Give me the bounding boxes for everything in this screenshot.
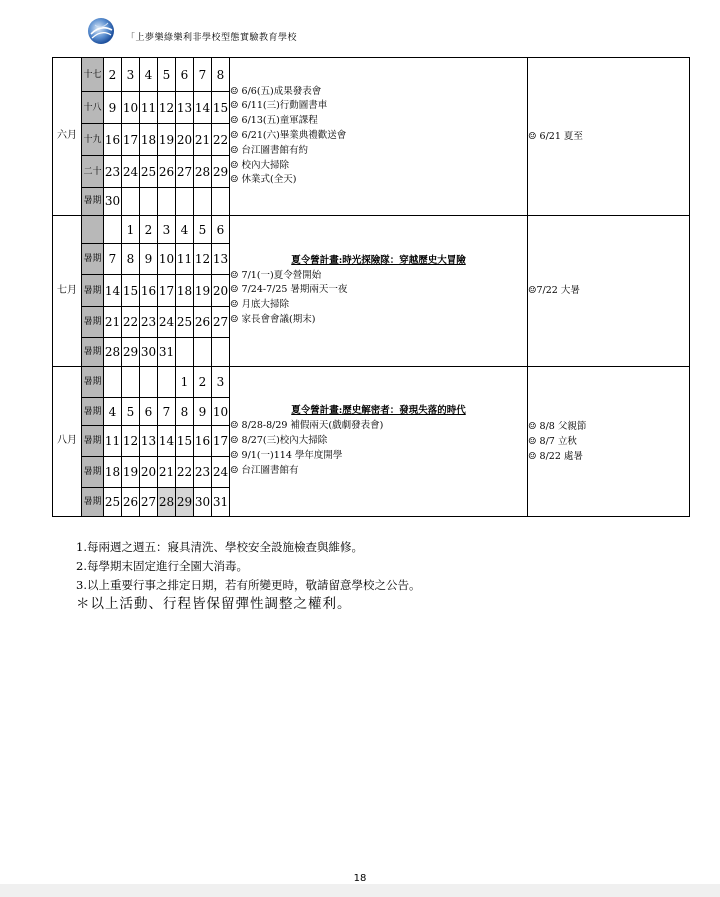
event-item: ☺ 校內大掃除: [230, 159, 290, 171]
day-cell: 30: [194, 488, 212, 517]
day-cell: 6: [212, 215, 230, 244]
week-label: 十七: [82, 58, 104, 92]
day-cell: 28: [158, 488, 176, 517]
day-cell: 24: [122, 156, 140, 188]
day-cell: 17: [122, 124, 140, 156]
event-item: ☺ 月底大掃除: [230, 299, 290, 311]
day-cell: 19: [122, 457, 140, 488]
week-label: 暑期: [82, 275, 104, 307]
day-cell: 21: [194, 124, 212, 156]
day-cell: 1: [122, 215, 140, 244]
day-cell: 15: [122, 275, 140, 307]
day-cell: 6: [140, 397, 158, 426]
day-cell: 13: [212, 244, 230, 275]
day-cell: 14: [158, 426, 176, 457]
day-cell: 7: [104, 244, 122, 275]
day-cell: 12: [194, 244, 212, 275]
event-item: ☺ 6/11(三)行動圖書車: [230, 100, 328, 112]
event-item: ☺ 家長會會議(期末): [230, 314, 316, 325]
day-cell: 4: [104, 397, 122, 426]
day-cell: 24: [212, 457, 230, 488]
events-cell: [230, 215, 528, 366]
day-cell: [212, 188, 230, 216]
day-cell: 23: [104, 156, 122, 188]
week-row: [53, 58, 690, 92]
event-item: ☺ 休業式(全天): [230, 174, 297, 186]
day-cell: 22: [122, 307, 140, 338]
day-cell: 7: [194, 58, 212, 92]
day-cell: 15: [212, 92, 230, 124]
day-cell: 4: [176, 215, 194, 244]
holidays-cell: [528, 215, 690, 366]
day-cell: 25: [104, 488, 122, 517]
day-cell: 30: [140, 338, 158, 367]
week-label: 暑期: [82, 397, 104, 426]
day-cell: 2: [194, 366, 212, 397]
day-cell: [140, 366, 158, 397]
day-cell: [194, 188, 212, 216]
day-cell: 3: [122, 58, 140, 92]
event-item: ☺ 7/24-7/25 暑期兩天一夜: [230, 284, 348, 296]
day-cell: 24: [158, 307, 176, 338]
day-cell: 7: [158, 397, 176, 426]
page-number: 18: [353, 873, 367, 884]
day-cell: 31: [158, 338, 176, 367]
day-cell: 5: [122, 397, 140, 426]
week-label: 暑期: [82, 426, 104, 457]
day-cell: 11: [104, 426, 122, 457]
week-label: 暑期: [82, 366, 104, 397]
day-cell: 15: [176, 426, 194, 457]
day-cell: 30: [104, 188, 122, 216]
day-cell: 16: [104, 124, 122, 156]
events-cell: [230, 366, 528, 516]
day-cell: 22: [212, 124, 230, 156]
day-cell: 10: [212, 397, 230, 426]
day-cell: 17: [212, 426, 230, 457]
day-cell: 26: [194, 307, 212, 338]
day-cell: 8: [212, 58, 230, 92]
week-label: 十八: [82, 92, 104, 124]
day-cell: 13: [176, 92, 194, 124]
day-cell: 18: [104, 457, 122, 488]
day-cell: 27: [140, 488, 158, 517]
calendar-table: [52, 57, 690, 517]
day-cell: 14: [194, 92, 212, 124]
day-cell: [104, 215, 122, 244]
day-cell: [212, 338, 230, 367]
week-label: 暑期: [82, 307, 104, 338]
note-star: ＊以上活動、行程皆保留彈性調整之權利。: [76, 596, 352, 612]
day-cell: 27: [176, 156, 194, 188]
holiday-item: ☺ 8/22 處暑: [528, 450, 583, 462]
page-header: [86, 14, 297, 48]
note-item: 1.每兩週之週五：寢具清洗、學校安全設施檢查與維修。: [76, 540, 363, 554]
day-cell: 31: [212, 488, 230, 517]
day-cell: 25: [140, 156, 158, 188]
week-label: 暑期: [82, 457, 104, 488]
day-cell: [122, 188, 140, 216]
week-label: 二十: [82, 156, 104, 188]
event-item: ☺ 台江圖書館有: [230, 464, 299, 476]
week-label: 暑期: [82, 188, 104, 216]
week-row: [53, 366, 690, 397]
day-cell: 2: [104, 58, 122, 92]
event-item: ☺ 8/27(三)校內大掃除: [230, 435, 328, 447]
week-label: [82, 215, 104, 244]
holiday-item: ☺ 8/7 立秋: [528, 435, 577, 447]
day-cell: 17: [158, 275, 176, 307]
day-cell: 20: [176, 124, 194, 156]
week-row: [53, 215, 690, 244]
day-cell: 9: [140, 244, 158, 275]
day-cell: 10: [158, 244, 176, 275]
month-label: 六月: [53, 58, 82, 216]
day-cell: 13: [140, 426, 158, 457]
day-cell: 18: [176, 275, 194, 307]
day-cell: 21: [158, 457, 176, 488]
month-label: 八月: [53, 366, 82, 516]
day-cell: 18: [140, 124, 158, 156]
day-cell: 25: [176, 307, 194, 338]
day-cell: 19: [158, 124, 176, 156]
holiday-item: ☺7/22 大暑: [528, 285, 580, 297]
day-cell: 23: [140, 307, 158, 338]
week-label: 十九: [82, 124, 104, 156]
day-cell: [176, 188, 194, 216]
holiday-item: ☺ 6/21 夏至: [528, 130, 583, 142]
day-cell: [158, 366, 176, 397]
day-cell: 11: [140, 92, 158, 124]
day-cell: 9: [104, 92, 122, 124]
day-cell: 28: [104, 338, 122, 367]
day-cell: 14: [104, 275, 122, 307]
day-cell: 5: [194, 215, 212, 244]
day-cell: 26: [122, 488, 140, 517]
day-cell: 8: [122, 244, 140, 275]
event-item: ☺ 9/1(一)114 學年度開學: [230, 449, 343, 461]
week-label: 暑期: [82, 244, 104, 275]
school-name: 「上夢樂綠樂利非學校型態實驗教育學校: [126, 32, 298, 43]
event-item: ☺ 6/13(五)童軍課程: [230, 115, 318, 127]
day-cell: [122, 366, 140, 397]
holidays-cell: [528, 366, 690, 516]
day-cell: 29: [122, 338, 140, 367]
day-cell: 21: [104, 307, 122, 338]
day-cell: 28: [194, 156, 212, 188]
school-logo-icon: [86, 16, 116, 46]
day-cell: 29: [176, 488, 194, 517]
day-cell: 4: [140, 58, 158, 92]
event-item: ☺ 台江圖書館有約: [230, 144, 309, 156]
day-cell: 6: [176, 58, 194, 92]
day-cell: 1: [176, 366, 194, 397]
events-title: 夏令營計畫:歷史解密者：發現失落的時代: [291, 405, 466, 417]
footer-bar: [0, 884, 720, 897]
day-cell: 23: [194, 457, 212, 488]
day-cell: [158, 188, 176, 216]
event-item: ☺ 6/21(六)畢業典禮歡送會: [230, 129, 347, 141]
day-cell: 16: [140, 275, 158, 307]
day-cell: 29: [212, 156, 230, 188]
event-item: ☺ 6/6(五)成果發表會: [230, 85, 322, 97]
day-cell: 8: [176, 397, 194, 426]
day-cell: 5: [158, 58, 176, 92]
day-cell: 26: [158, 156, 176, 188]
note-item: 2.每學期末固定進行全園大消毒。: [76, 559, 248, 573]
day-cell: 3: [212, 366, 230, 397]
note-item: 3.以上重要行事之排定日期，若有所變更時，敬請留意學校之公告。: [76, 578, 421, 592]
day-cell: 20: [212, 275, 230, 307]
month-label: 七月: [53, 215, 82, 366]
week-label: 暑期: [82, 488, 104, 517]
day-cell: 2: [140, 215, 158, 244]
event-item: ☺ 8/28-8/29 補假兩天(戲劇發表會): [230, 420, 384, 432]
day-cell: 12: [158, 92, 176, 124]
events-title: 夏令營計畫:時光探險隊：穿越歷史大冒險: [291, 254, 466, 266]
day-cell: [176, 338, 194, 367]
day-cell: [104, 366, 122, 397]
day-cell: 19: [194, 275, 212, 307]
day-cell: 10: [122, 92, 140, 124]
day-cell: 12: [122, 426, 140, 457]
event-item: ☺ 7/1(一)夏令營開始: [230, 269, 322, 281]
day-cell: [140, 188, 158, 216]
day-cell: 16: [194, 426, 212, 457]
day-cell: 9: [194, 397, 212, 426]
day-cell: 20: [140, 457, 158, 488]
day-cell: [194, 338, 212, 367]
events-cell: [230, 58, 528, 216]
day-cell: 11: [176, 244, 194, 275]
week-label: 暑期: [82, 338, 104, 367]
day-cell: 3: [158, 215, 176, 244]
holidays-cell: [528, 58, 690, 216]
holiday-item: ☺ 8/8 父親節: [528, 420, 587, 432]
day-cell: 27: [212, 307, 230, 338]
day-cell: 22: [176, 457, 194, 488]
notes: [76, 538, 420, 614]
